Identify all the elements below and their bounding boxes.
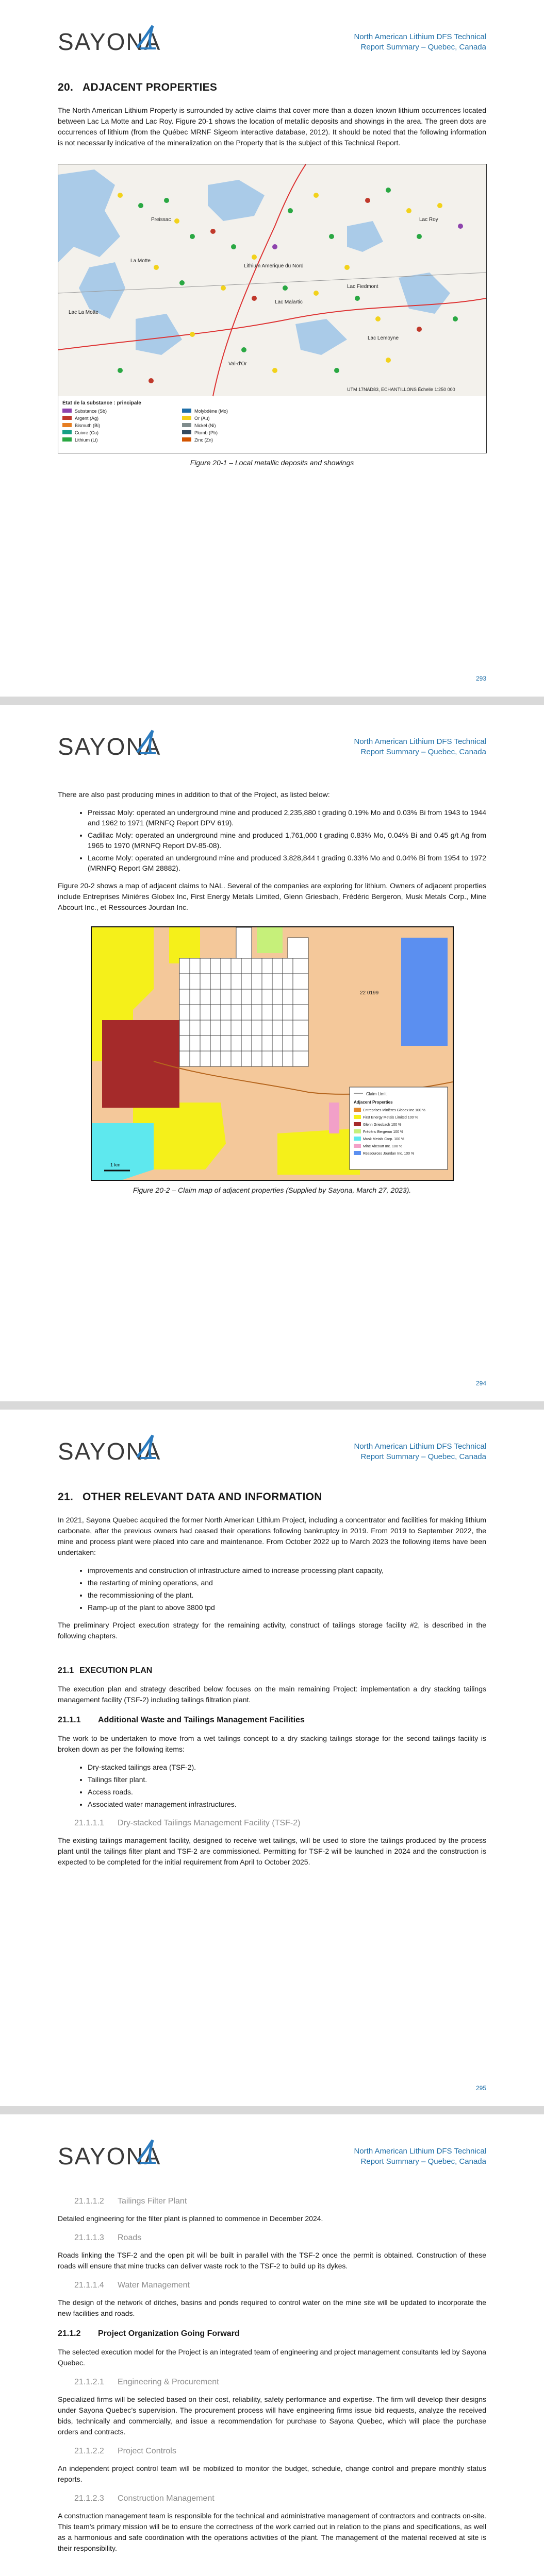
subsection-title: Engineering & Procurement [118,2378,219,2386]
section-title: ADJACENT PROPERTIES [83,81,218,93]
legend-item: Nickel (Ni) [194,423,216,428]
subsection-title: Project Organization Going Forward [98,2329,240,2338]
legend-item: Claim Limit [366,1092,387,1096]
list-item: • Preissac Moly: operated an underground mine and produced 2,235,880 t grading 0.19% Mo and 0.03% Bi from 1943 to 1944 and 1962 to 1971 (MRNFQ Report DPV 619). [88,807,486,828]
subsection-number: 21.1.2.2 [74,2447,104,2455]
header-line-2: Report Summary – Quebec, Canada [360,748,486,756]
list-item: • Associated water management infrastructures. [88,1799,486,1809]
page-header [58,2114,486,2181]
subsection-title: Additional Waste and Tailings Management Facilities [98,1716,305,1724]
paragraph: An independent project control team will be mobilized to monitor the budget, schedule, change control and prepare monthly status reports. [58,2464,486,2483]
paragraph: The selected execution model for the Project is an integrated team of engineering and project management consultants led by Sayona Quebec. [58,2348,486,2367]
section-heading [58,81,486,94]
legend-item: Glenn Griesbach 100 % [362,1123,401,1127]
page-header [58,0,486,67]
subsection-heading [58,1666,486,1675]
list-item: • the recommissioning of the plant. [88,1590,486,1600]
section-title: OTHER RELEVANT DATA AND INFORMATION [83,1491,322,1503]
subsection-number: 21.1.1 [58,1716,81,1724]
subsection-heading [58,2494,486,2503]
bullet-list [58,1762,486,1809]
page-number: 293 [475,675,486,682]
map-label: La Motte [130,258,151,264]
subsection-title: Project Controls [118,2447,176,2455]
legend-item: Argent (Ag) [75,416,99,421]
bullet-list [58,1565,486,1613]
list-item: • Ramp-up of the plant to above 3800 tpd [88,1602,486,1613]
subsection-heading [58,1819,486,1828]
logo-text: SAYONA [58,1438,161,1465]
legend-item: Ressources Jourdan Inc. 100 % [362,1152,414,1156]
legend-item: Substance (Sb) [75,409,107,414]
subsection-heading [58,1716,486,1725]
paragraph: A construction management team is responsible for the technical and administrative management of contractors and contracts on-site. This team’s primary mission will be to ensure the correctness of the work carried out in relation to the plans and specifications, as well as a harmonious and safe coordination with the operations activities of the plant. The management of the material received at site is their responsibility. [58,2512,486,2552]
subsection-number: 21.1.1.1 [74,1819,104,1827]
logo-text: SAYONA [58,733,161,760]
sayona-logo [58,1434,166,1465]
section-number: 20. [58,81,74,93]
list-item: • Access roads. [88,1787,486,1797]
header-title [354,737,487,757]
legend-item: Frédéric Bergeron 100 % [362,1130,403,1134]
header-line-2: Report Summary – Quebec, Canada [360,1452,486,1461]
paragraph: Roads linking the TSF-2 and the open pit will be built in parallel with the TSF-2 once the permit is obtained. Construction of these roads will ensure that mine trucks can deliver waste rock to the TSF-2 to build up its dykes. [58,2251,486,2270]
page-header [58,705,486,772]
legend-item: Lithium (Li) [75,437,98,443]
legend-item: First Energy Metals Limited 100 % [362,1116,418,1120]
subsection-number: 21.1.2.3 [74,2494,104,2503]
subsection-title: Construction Management [118,2494,215,2503]
metallic-deposits-map [58,164,487,453]
page-number: 294 [475,1380,486,1387]
logo-swoosh-icon [135,2139,159,2165]
map-label: Val-d'Or [228,361,247,367]
subsection-number: 21.1.1.4 [74,2281,104,2290]
claim-map-graphic [92,927,453,1180]
page-294 [0,705,544,1401]
paragraph: There are also past producing mines in addition to that of the Project, as listed below: [58,790,330,799]
header-line-2: Report Summary – Quebec, Canada [360,43,486,52]
map-label: Lac Malartic [275,299,303,305]
subsection-title: Water Management [118,2281,190,2290]
list-item: • Dry-stacked tailings area (TSF-2). [88,1762,486,1772]
sayona-logo [58,730,166,760]
claim-map [91,926,454,1181]
legend-item: Bismuth (Bi) [75,423,101,428]
logo-swoosh-icon [135,730,159,755]
legend-title: État de la substance : principale [62,400,141,406]
map-label: Lac Roy [419,217,438,223]
map-graphic [58,164,486,453]
legend-item: Molybdène (Mo) [194,409,228,414]
subsection-title: Roads [118,2233,142,2242]
page-296 [0,2114,544,2576]
legend-item: Entreprises Minières Globex Inc 100 % [362,1109,425,1112]
header-line-1: North American Lithium DFS Technical [354,32,486,41]
subsection-heading [58,2329,486,2338]
map-label: Lac La Motte [69,310,98,315]
figure-caption: Figure 20-2 – Claim map of adjacent properties (Supplied by Sayona, March 27, 2023). [133,1186,411,1194]
subsection-number: 21.1.2.1 [74,2378,104,2386]
subsection-heading [58,2281,486,2290]
logo-swoosh-icon [135,1434,159,1460]
map-label: Lac Lemoyne [368,335,399,341]
header-line-1: North American Lithium DFS Technical [354,2147,486,2156]
paragraph: The existing tailings management facility, designed to receive wet tailings, will be used to store the tailings produced by the process plant until the tailings filter plant and TSF-2 are commissioned. Permitting for TSF-2 will be launched in 2024 and the construction is expected to be completed for the initial requirement from April to October 2025. [58,1836,486,1866]
map-scale-note: UTM 17NAD83, ECHANTILLONS Échelle 1:250 000 [347,387,455,392]
scale-bar-label: 1 km [110,1162,121,1167]
page-293 [0,0,544,697]
subsection-number: 21.1.1.2 [74,2197,104,2206]
map-label: Lac Fiedmont [347,284,378,290]
section-heading [58,1491,486,1503]
subsection-number: 21.1.2 [58,2329,81,2338]
list-item: • Cadillac Moly: operated an underground mine and produced 1,761,000 t grading 0.83% Mo, 0.04% Bi and 0.45 g/t Ag from 1965 to 1970 (MRNFQ Report DV-85-08). [88,830,486,851]
subsection-heading [58,2378,486,2387]
map-label: Lithium Amerique du Nord [244,263,304,269]
list-item: • improvements and construction of infrastructure aimed to increase processing plant capacity, [88,1565,486,1575]
logo-text: SAYONA [58,2143,161,2170]
paragraph: The design of the network of ditches, basins and ponds required to control water on the mine site will be updated to incorporate the new facilities and roads. [58,2298,486,2317]
subsection-heading [58,2447,486,2456]
subsection-number: 21.1 [58,1666,74,1675]
legend-item: Adjacent Properties [353,1100,393,1105]
header-line-1: North American Lithium DFS Technical [354,737,486,746]
list-item: • the restarting of mining operations, and [88,1578,486,1588]
figure-caption: Figure 20-1 – Local metallic deposits and showings [190,459,354,467]
paragraph: In 2021, Sayona Quebec acquired the former North American Lithium Project, including a concentrator and facilities for making lithium carbonate, after the previous owners had ceased their operations following bankruptcy in 2019. From 2019 to September 2022, the mine and process plant were placed into care and maintenance. From October 2022 up to March 2023 the following items have been undertaken: [58,1516,486,1556]
paragraph: The execution plan and strategy described below focuses on the main remaining Project: implementation a dry stacking tailings management facility (TSF-2) including tailings filtration plant. [58,1685,486,1704]
subsection-heading [58,2197,486,2206]
sayona-logo [58,2139,166,2170]
logo-swoosh-icon [135,25,159,50]
subsection-heading [58,2233,486,2243]
paragraph: Detailed engineering for the filter plant is planned to commence in December 2024. [58,2214,323,2223]
page-number: 295 [475,2084,486,2092]
legend-item: Zinc (Zn) [194,437,213,443]
paragraph: The preliminary Project execution strategy for the remaining activity, construct of tailings storage facility #2, is described in the following chapters. [58,1621,486,1640]
section-number: 21. [58,1491,74,1503]
header-title [354,32,487,53]
legend-item: Cuivre (Cu) [75,430,99,435]
subsection-number: 21.1.1.3 [74,2233,104,2242]
page-295 [0,1410,544,2106]
subsection-title: Tailings Filter Plant [118,2197,187,2206]
legend-item: Musk Metals Corp. 100 % [362,1138,404,1141]
claim-label: 22 0199 [359,990,378,996]
map-label: Preissac [151,217,171,223]
legend-item: Mine Abcourt Inc. 100 % [362,1145,402,1148]
header-line-2: Report Summary – Quebec, Canada [360,2157,486,2166]
paragraph: Figure 20-2 shows a map of adjacent claims to NAL. Several of the companies are exploring for lithium. Owners of adjacent properties include Entreprises Minières Globex Inc, First Energy Metals Limited, Glenn Griesbach, Frédéric Bergeron, Musk Metals Corp., Mine Abcourt Inc., et Ressources Jourdan Inc. [58,882,486,911]
subsection-title: EXECUTION PLAN [79,1666,153,1675]
list-item: • Tailings filter plant. [88,1774,486,1785]
legend-item: Plomb (Pb) [194,430,218,435]
bullet-list [58,807,486,873]
paragraph: The work to be undertaken to move from a wet tailings concept to a dry stacking tailings storage for the second tailings facility is broken down as per the following items: [58,1734,486,1753]
paragraph: The North American Lithium Property is surrounded by active claims that cover more than a dozen known lithium occurrences located between Lac La Motte and Lac Roy. Figure 20-1 shows the location of metallic deposits and showings in the area. The green dots are occurrences of lithium (from the Québec MRNF Sigeom interactive database, 2012). It should be noted that the following information is not necessarily indicative of the mineralization on the Property that is the subject of this Technical Report. [58,106,486,147]
header-line-1: North American Lithium DFS Technical [354,1442,486,1451]
page-header [58,1410,486,1477]
paragraph: Specialized firms will be selected based on their cost, reliability, safety performance and expertise. The firm will develop their designs under Sayona Quebec’s supervision. The procurement process will have engineering firms issue bid requests, analyze the received bids, technically and commercially, and issue a recommendation for purchase to Sayona Quebec, which will place the purchase orders and contracts. [58,2395,486,2436]
logo-text: SAYONA [58,28,161,55]
header-title [354,1442,487,1462]
sayona-logo [58,25,166,56]
header-title [354,2146,487,2167]
list-item: • Lacorne Moly: operated an underground mine and produced 3,828,844 t grading 0.33% Mo and 0.04% Bi from 1954 to 1972 (MRNFQ Report GM 28882). [88,853,486,873]
legend-item: Or (Au) [194,416,210,421]
subsection-title: Dry-stacked Tailings Management Facility (TSF-2) [118,1819,301,1827]
